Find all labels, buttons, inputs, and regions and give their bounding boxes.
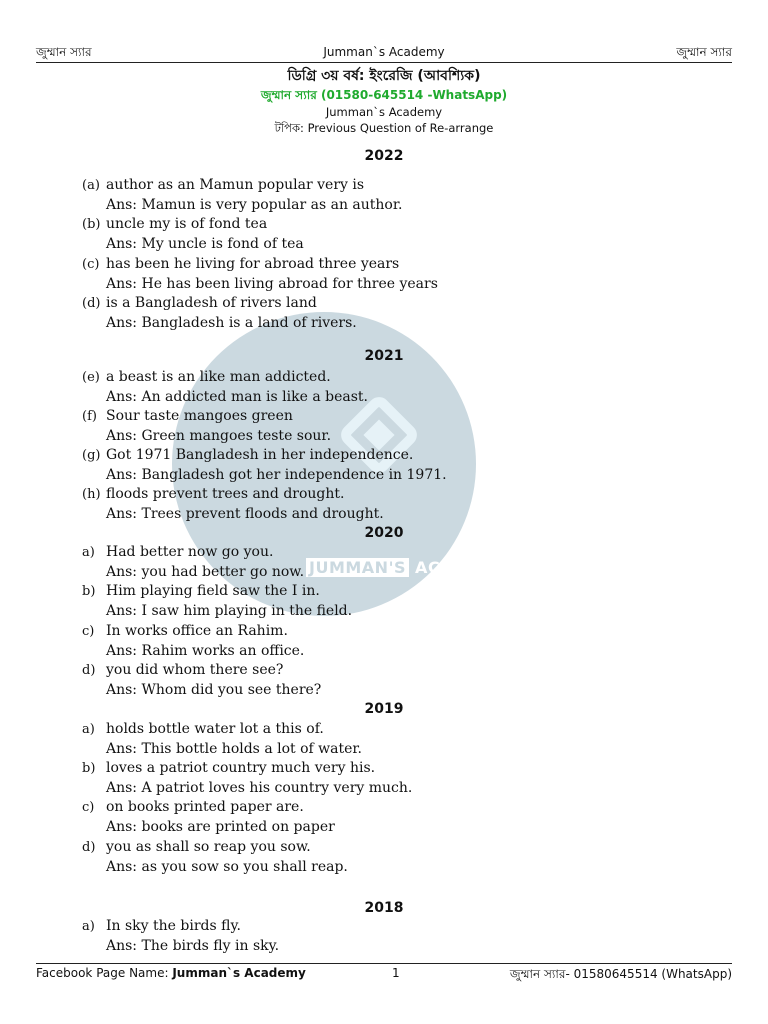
list-item: d) you as shall so reap you sow. Ans: as you sow so you shall reap. bbox=[82, 838, 348, 877]
list-item: a) Had better now go you. Ans: you had better go now. bbox=[82, 543, 304, 582]
topic-line bbox=[0, 120, 768, 136]
answer: Ans: as you sow so you shall reap. bbox=[106, 858, 348, 875]
page-header bbox=[36, 44, 732, 63]
page-footer bbox=[36, 963, 732, 984]
list-item: (a) author as an Mamun popular very is Ans: Mamun is very popular as an author. bbox=[82, 176, 402, 215]
list-item: (b) uncle my is of fond tea Ans: My uncle is fond of tea bbox=[82, 215, 304, 254]
answer: Ans: Trees prevent floods and drought. bbox=[106, 505, 384, 522]
list-item: a) holds bottle water lot a this of. Ans: This bottle holds a lot of water. bbox=[82, 720, 362, 759]
answer: Ans: A patriot loves his country very much. bbox=[106, 779, 413, 796]
question: Had better now go you. bbox=[106, 544, 274, 560]
academy-name: Jumman`s Academy bbox=[325, 105, 443, 119]
year-heading-2020: 2020 bbox=[364, 525, 404, 541]
header-left: জুম্মান স্যার bbox=[36, 45, 92, 59]
answer: Ans: The birds fly in sky. bbox=[106, 937, 280, 954]
year-heading-2018: 2018 bbox=[364, 900, 404, 916]
answer: Ans: books are printed on paper bbox=[106, 818, 335, 835]
question: you did whom there see? bbox=[106, 662, 284, 678]
list-item: (f) Sour taste mangoes green Ans: Green mangoes teste sour. bbox=[82, 407, 331, 446]
question: In sky the birds fly. bbox=[106, 918, 241, 934]
year-heading-2021: 2021 bbox=[364, 348, 404, 364]
answer: Ans: He has been living abroad for three years bbox=[106, 275, 438, 292]
question: author as an Mamun popular very is bbox=[106, 177, 365, 193]
list-item: (d) is a Bangladesh of rivers land Ans: Bangladesh is a land of rivers. bbox=[82, 294, 357, 333]
list-item: (h) floods prevent trees and drought. Ans: Trees prevent floods and drought. bbox=[82, 485, 384, 524]
list-item: d) you did whom there see? Ans: Whom did you see there? bbox=[82, 661, 321, 700]
answer: Ans: Rahim works an office. bbox=[106, 642, 305, 659]
answer: Ans: Whom did you see there? bbox=[106, 681, 322, 698]
answer: Ans: Mamun is very popular as an author. bbox=[106, 196, 403, 213]
question: loves a patriot country much very his. bbox=[106, 760, 376, 776]
question: on books printed paper are. bbox=[106, 799, 304, 815]
answer: Ans: you had better go now. bbox=[106, 563, 305, 580]
list-item: c) on books printed paper are. Ans: books are printed on paper bbox=[82, 798, 335, 837]
course-title: ডিগ্রি ৩য় বর্ষ: ইংরেজি (আবশ্যিক) bbox=[287, 68, 481, 84]
question: Sour taste mangoes green bbox=[106, 408, 293, 424]
question: has been he living for abroad three years bbox=[106, 256, 400, 272]
list-item: (e) a beast is an like man addicted. Ans: An addicted man is like a beast. bbox=[82, 368, 368, 407]
list-item: (g) Got 1971 Bangladesh in her independence. Ans: Bangladesh got her independence in 1971. bbox=[82, 446, 447, 485]
question: a beast is an like man addicted. bbox=[106, 369, 331, 385]
watermark-text: JUMMAN'S ACADEMY bbox=[306, 558, 507, 577]
answer: Ans: Green mangoes teste sour. bbox=[106, 427, 332, 444]
list-item: a) In sky the birds fly. Ans: The birds fly in sky. bbox=[82, 917, 279, 956]
topic-label: টপিক: bbox=[274, 121, 304, 135]
answer: Ans: Bangladesh got her independence in 1971. bbox=[106, 466, 447, 483]
header-right: জুম্মান স্যার bbox=[676, 45, 732, 59]
question: In works office an Rahim. bbox=[106, 623, 288, 639]
question: you as shall so reap you sow. bbox=[106, 839, 311, 855]
header-center: Jumman`s Academy bbox=[323, 45, 445, 59]
answer: Ans: I saw him playing in the field. bbox=[106, 602, 353, 619]
year-heading-2019: 2019 bbox=[364, 701, 404, 717]
list-item: (c) has been he living for abroad three years Ans: He has been living abroad for three years bbox=[82, 255, 438, 294]
question: uncle my is of fond tea bbox=[106, 216, 268, 232]
contact-line: জুম্মান স্যার (01580-645514 -WhatsApp) bbox=[260, 88, 508, 102]
topic-text: Previous Question of Re-arrange bbox=[303, 121, 494, 135]
year-heading-2022: 2022 bbox=[364, 148, 404, 164]
answer: Ans: An addicted man is like a beast. bbox=[106, 388, 368, 405]
list-item: c) In works office an Rahim. Ans: Rahim works an office. bbox=[82, 622, 304, 661]
page-number: 1 bbox=[392, 966, 400, 980]
list-item: b) Him playing field saw the I in. Ans: I saw him playing in the field. bbox=[82, 582, 352, 621]
list-item: b) loves a patriot country much very his. Ans: A patriot loves his country very much. bbox=[82, 759, 412, 798]
title-block bbox=[0, 66, 768, 136]
question: holds bottle water lot a this of. bbox=[106, 721, 324, 737]
question: is a Bangladesh of rivers land bbox=[106, 295, 317, 311]
footer-facebook: Facebook Page Name: Jumman`s Academy bbox=[36, 966, 306, 980]
answer: Ans: Bangladesh is a land of rivers. bbox=[106, 314, 357, 331]
question: Him playing field saw the I in. bbox=[106, 583, 320, 599]
answer: Ans: This bottle holds a lot of water. bbox=[106, 740, 363, 757]
question: Got 1971 Bangladesh in her independence. bbox=[106, 447, 414, 463]
question: floods prevent trees and drought. bbox=[106, 486, 345, 502]
answer: Ans: My uncle is fond of tea bbox=[106, 235, 304, 252]
facebook-page-name: Jumman`s Academy bbox=[172, 966, 306, 980]
footer-contact: জুম্মান স্যার- 01580645514 (WhatsApp) bbox=[509, 967, 732, 981]
